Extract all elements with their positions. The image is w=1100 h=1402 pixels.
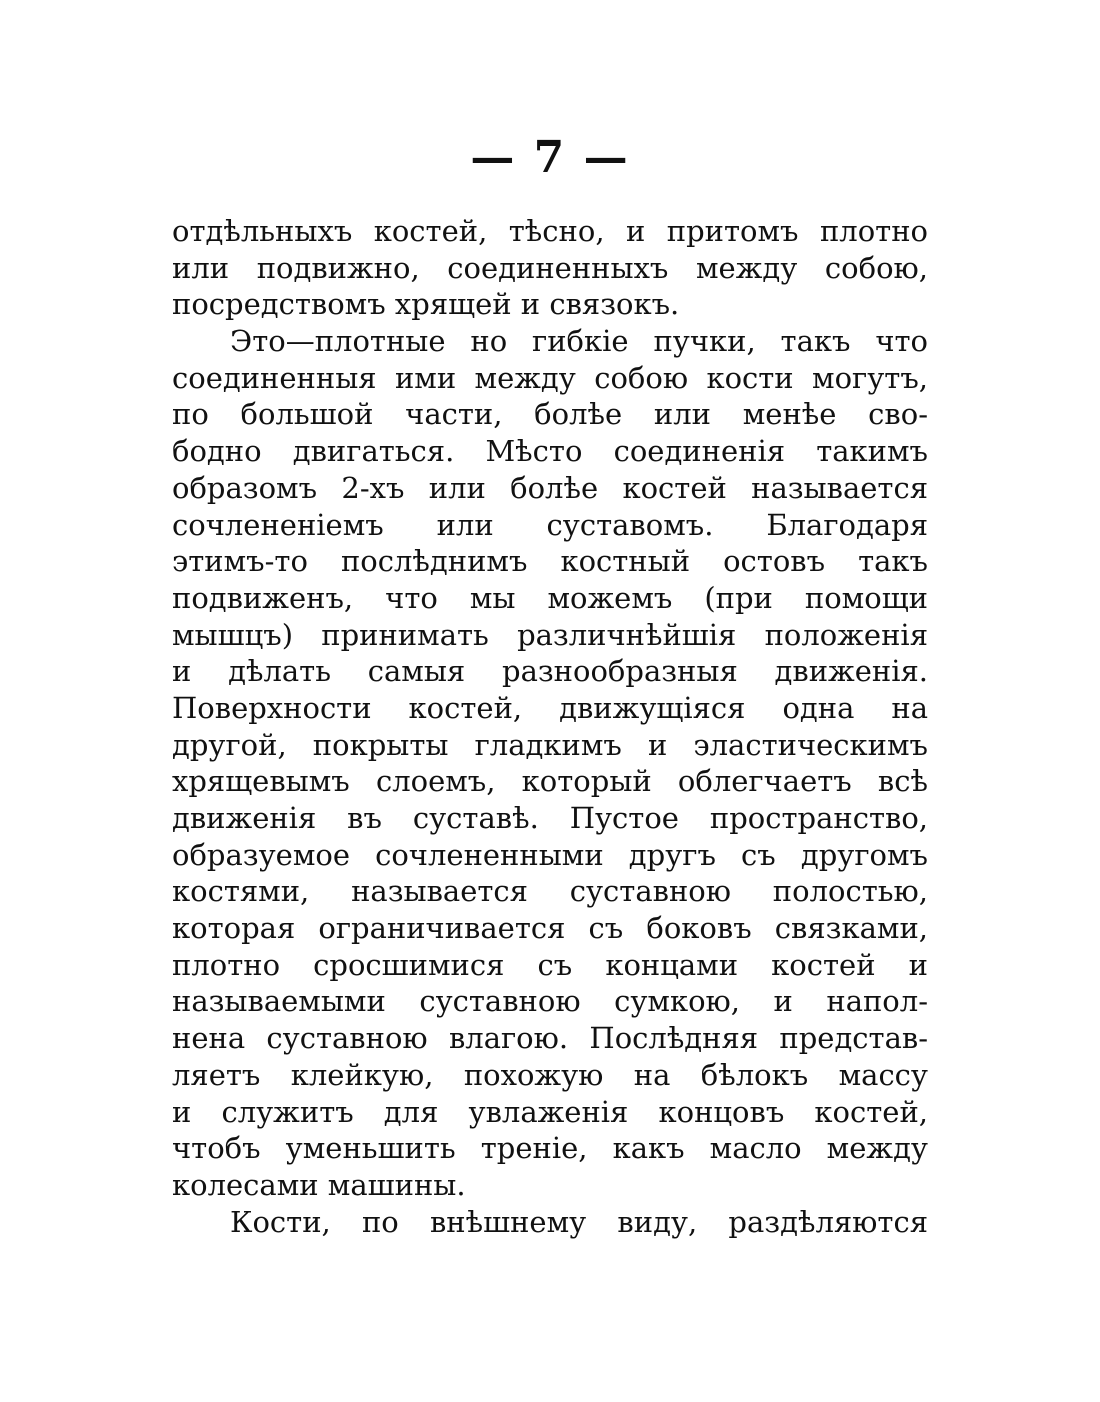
text-line: и служитъ для увлаженія концовъ костей, <box>172 1094 928 1129</box>
text-line: Кости, по внѣшнему виду, раздѣляются <box>230 1204 928 1239</box>
text-line: или подвижно, соединенныхъ между собою, <box>172 250 928 285</box>
text-line: костями, называется суставною полостью, <box>172 874 928 909</box>
text-line: бодно двигаться. Мѣсто соединенія такимъ <box>172 434 928 469</box>
page-number: — 7 — <box>470 132 630 183</box>
text-line: движенія въ суставѣ. Пустое пространство, <box>172 801 928 835</box>
text-line: Поверхности костей, движущіяся одна на <box>172 690 928 725</box>
text-line: другой, покрыты гладкимъ и эластическимъ <box>172 727 928 762</box>
text-line: которая ограничивается съ боковъ связками, <box>172 911 928 946</box>
text-line: хрящевымъ слоемъ, который облегчаетъ всѣ <box>172 764 928 799</box>
text-line: этимъ-то послѣднимъ костный остовъ такъ <box>172 544 928 579</box>
text-line: образуемое сочлененными другъ съ другомъ <box>172 837 928 872</box>
text-line: сочлененіемъ или суставомъ. Благодаря <box>172 507 928 542</box>
text-line: образомъ 2-хъ или болѣе костей называется <box>172 470 928 505</box>
text-line: мышцъ) принимать различнѣйшія положенія <box>172 617 928 652</box>
text-line: и дѣлать самыя разнообразныя движенія. <box>172 654 928 689</box>
text-line: называемыми суставною сумкою, и напол- <box>172 984 928 1019</box>
text-line: соединенныя ими между собою кости могутъ, <box>172 360 928 395</box>
text-line: чтобъ уменьшить треніе, какъ масло между <box>172 1131 928 1166</box>
text-line: посредствомъ хрящей и связокъ. <box>172 287 680 322</box>
text-line: по большой части, болѣе или менѣе сво- <box>172 397 928 432</box>
text-line: колесами машины. <box>172 1167 466 1202</box>
text-line: ляетъ клейкую, похожую на бѣлокъ массу <box>172 1057 928 1092</box>
text-line: плотно сросшимися съ концами костей и <box>172 947 928 982</box>
text-line: подвиженъ, что мы можемъ (при помощи <box>172 580 928 615</box>
text-line: нена суставною влагою. Послѣдняя представ- <box>172 1021 928 1056</box>
body-text <box>172 213 928 1240</box>
text-line: отдѣльныхъ костей, тѣсно, и притомъ плотно <box>172 214 928 248</box>
text-line: Это—плотные но гибкіе пучки, такъ что <box>230 324 928 359</box>
